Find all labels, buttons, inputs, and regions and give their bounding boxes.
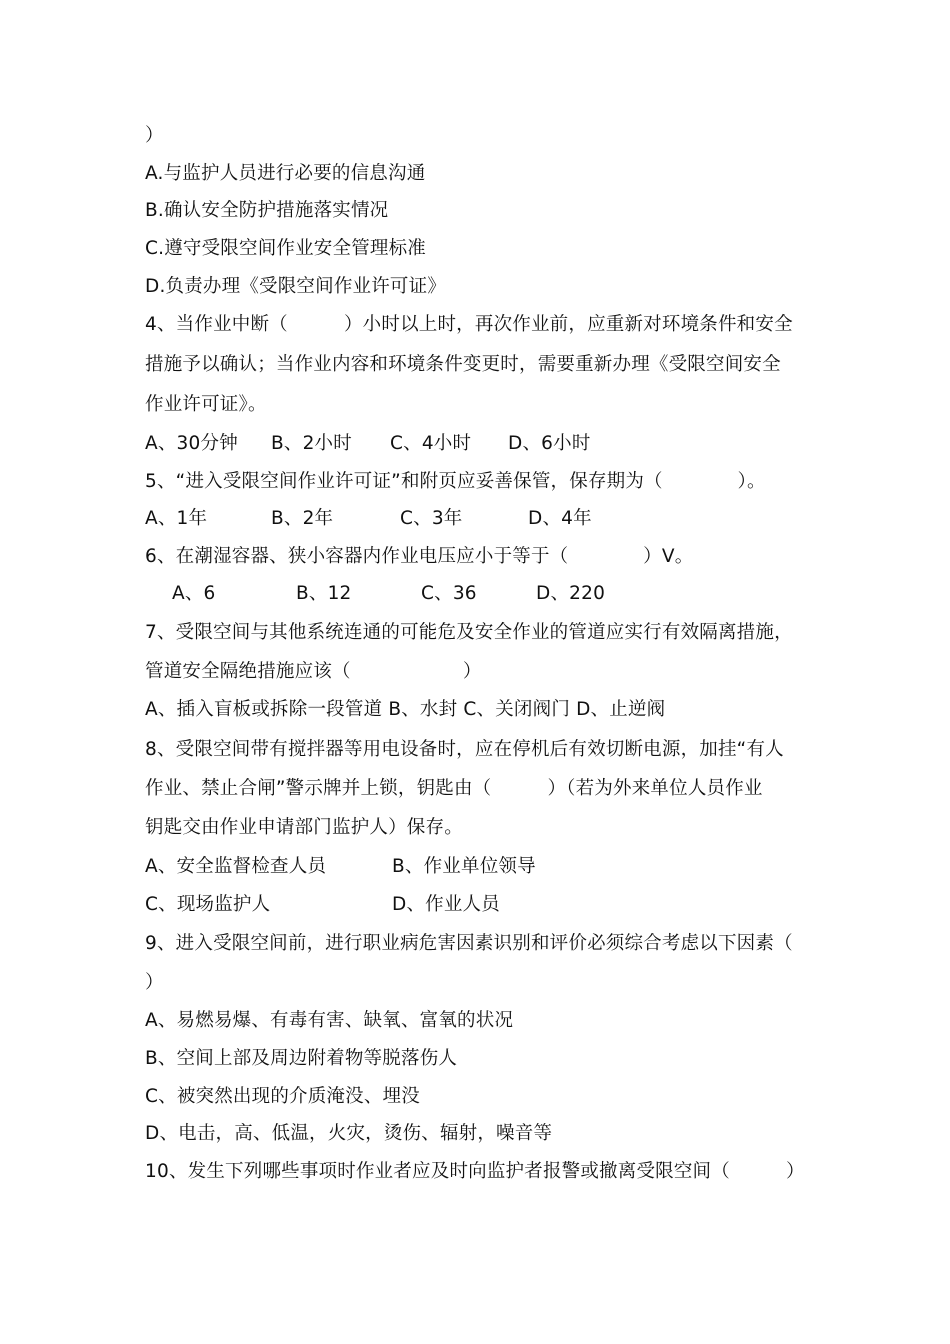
q8-stem-line1: 8、受限空间带有搅拌器等用电设备时，应在停机后有效切断电源，加挂“有人 bbox=[145, 739, 784, 760]
q4-option-c: C、4小时 bbox=[390, 433, 472, 454]
q9-stem-line1: 9、进入受限空间前，进行职业病危害因素识别和评价必须综合考虑以下因素（ bbox=[145, 933, 793, 954]
q8-stem-line2: 作业、禁止合闸”警示牌并上锁，钥匙由（ ）（若为外来单位人员作业 bbox=[145, 778, 763, 799]
q6-option-c: C、36 bbox=[421, 583, 477, 604]
q10-stem: 10、发生下列哪些事项时作业者应及时向监护者报警或撤离受限空间（ ） bbox=[145, 1161, 805, 1182]
q3-option-d: D.负责办理《受限空间作业许可证》 bbox=[145, 276, 447, 297]
q5-option-b: B、2年 bbox=[271, 508, 334, 529]
q4-option-a: A、30分钟 bbox=[145, 433, 238, 454]
q5-option-d: D、4年 bbox=[528, 508, 592, 529]
q9-option-c: C、被突然出现的介质淹没、埋没 bbox=[145, 1086, 420, 1107]
q5-option-c: C、3年 bbox=[400, 508, 463, 529]
q7-options: A、插入盲板或拆除一段管道 B、水封 C、关闭阀门 D、止逆阀 bbox=[145, 699, 666, 720]
q9-stem-line2: ） bbox=[145, 972, 164, 993]
q8-stem-line3: 钥匙交由作业申请部门监护人）保存。 bbox=[145, 817, 463, 838]
q8-option-c: C、现场监护人 bbox=[145, 894, 271, 915]
q8-option-b: B、作业单位领导 bbox=[392, 856, 536, 877]
q6-option-d: D、220 bbox=[536, 583, 606, 604]
q3-stem-tail: ） bbox=[145, 125, 164, 146]
q4-option-d: D、6小时 bbox=[508, 433, 591, 454]
q7-stem-line1: 7、受限空间与其他系统连通的可能危及安全作业的管道应实行有效隔离措施， bbox=[145, 622, 793, 643]
q4-stem-line1: 4、当作业中断（ ）小时以上时，再次作业前，应重新对环境条件和安全 bbox=[145, 314, 793, 335]
q9-option-d: D、电击，高、低温，火灾，烫伤、辐射，噪音等 bbox=[145, 1123, 553, 1144]
q6-option-b: B、12 bbox=[296, 583, 352, 604]
q7-stem-line2: 管道安全隔绝措施应该（ ） bbox=[145, 661, 482, 682]
q3-option-a: A.与监护人员进行必要的信息沟通 bbox=[145, 163, 426, 184]
q5-stem: 5、“进入受限空间作业许可证”和附页应妥善保管，保存期为（ ）。 bbox=[145, 471, 766, 492]
q5-option-a: A、1年 bbox=[145, 508, 208, 529]
q6-stem: 6、在潮湿容器、狭小容器内作业电压应小于等于（ ）V。 bbox=[145, 546, 694, 567]
q9-option-b: B、空间上部及周边附着物等脱落伤人 bbox=[145, 1048, 458, 1069]
q8-option-d: D、作业人员 bbox=[392, 894, 500, 915]
q3-option-b: B.确认安全防护措施落实情况 bbox=[145, 200, 389, 221]
q4-stem-line3: 作业许可证》。 bbox=[145, 394, 267, 415]
q8-option-a: A、安全监督检查人员 bbox=[145, 856, 327, 877]
q6-option-a: A、6 bbox=[172, 583, 216, 604]
q4-stem-line2: 措施予以确认；当作业内容和环境条件变更时，需要重新办理《受限空间安全 bbox=[145, 354, 781, 375]
q9-option-a: A、易燃易爆、有毒有害、缺氧、富氧的状况 bbox=[145, 1010, 514, 1031]
q4-option-b: B、2小时 bbox=[271, 433, 352, 454]
q3-option-c: C.遵守受限空间作业安全管理标准 bbox=[145, 238, 426, 259]
